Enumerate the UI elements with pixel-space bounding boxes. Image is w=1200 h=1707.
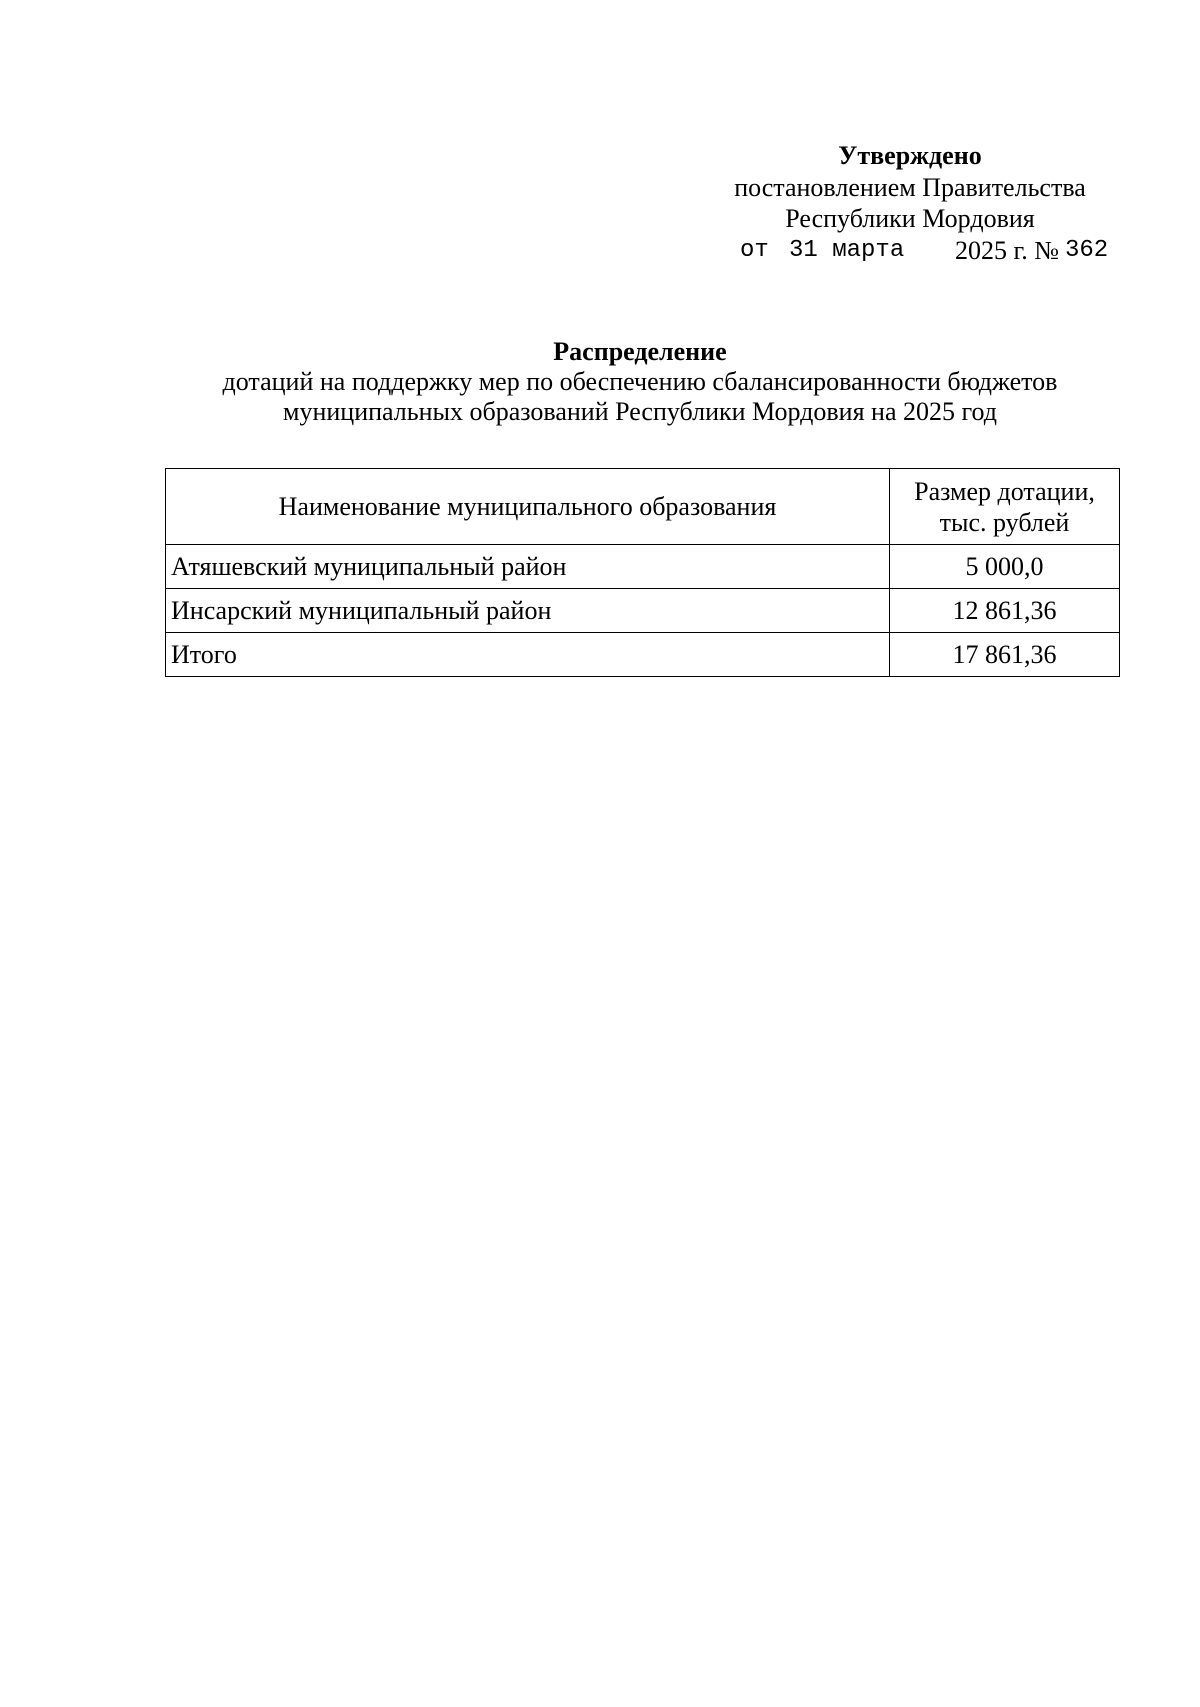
header-amount-line-2: тыс. рублей — [939, 507, 1070, 537]
header-name: Наименование муниципального образования — [166, 469, 890, 545]
approval-line-1: постановлением Правительства — [734, 173, 1086, 202]
header-amount-line-1: Размер дотации, — [914, 476, 1095, 506]
date-prefix: от — [740, 237, 769, 264]
approval-date-line — [690, 235, 1130, 266]
date-year: 2025 г. № — [955, 236, 1060, 265]
row-name: Инсарский муниципальный район — [166, 589, 890, 633]
document-number: 362 — [1065, 237, 1109, 264]
document-heading — [150, 337, 1130, 427]
row-amount: 12 861,36 — [890, 589, 1120, 633]
row-amount: 5 000,0 — [890, 545, 1120, 589]
table-row — [166, 545, 1120, 589]
approval-block — [690, 140, 1130, 266]
row-name: Атяшевский муниципальный район — [166, 545, 890, 589]
header-amount — [890, 469, 1120, 545]
table-row — [166, 589, 1120, 633]
table-header-row — [166, 469, 1120, 545]
heading-subtitle-line-2: муниципальных образований Республики Мордовия на 2025 год — [283, 397, 997, 426]
table-total-row — [166, 633, 1120, 677]
heading-title: Распределение — [553, 337, 727, 366]
total-name: Итого — [166, 633, 890, 677]
total-amount: 17 861,36 — [890, 633, 1120, 677]
date-filled: 31 марта — [789, 237, 905, 264]
approval-title: Утверждено — [838, 141, 982, 170]
heading-subtitle-line-1: дотаций на поддержку мер по обеспечению сбалансированности бюджетов — [222, 367, 1058, 396]
approval-line-2: Республики Мордовия — [785, 204, 1035, 233]
distribution-table — [165, 468, 1120, 677]
